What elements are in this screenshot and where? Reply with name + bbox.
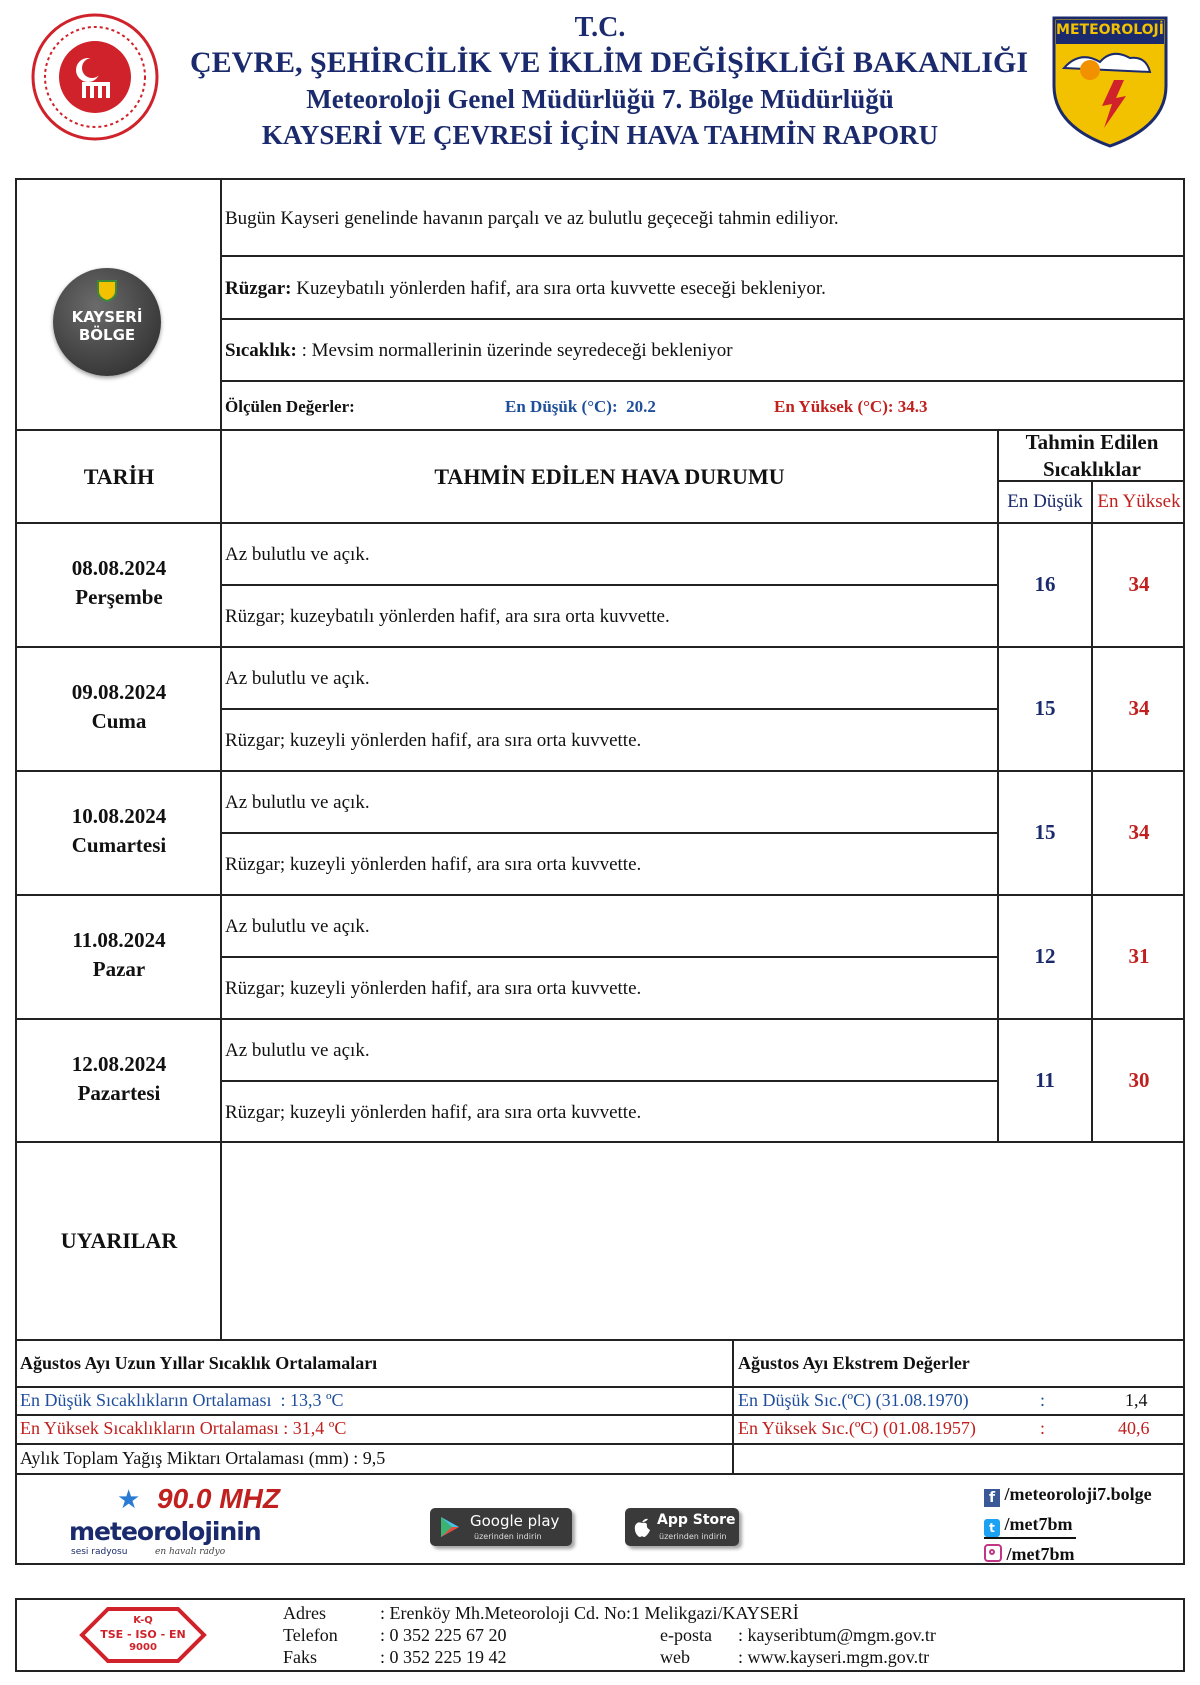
twitter-handle: /met7bm xyxy=(1004,1514,1073,1534)
email-label: e-posta xyxy=(660,1625,712,1645)
averages-title: Ağustos Ayı Uzun Yıllar Sıcaklık Ortalamaları xyxy=(20,1353,378,1373)
email-value[interactable]: : kayseribtum@mgm.gov.tr xyxy=(738,1625,936,1645)
measured-max-label: En Yüksek (°C): xyxy=(774,397,894,416)
divider xyxy=(220,584,997,586)
forecast-date: 10.08.2024 xyxy=(71,804,167,828)
forecast-weather: Az bulutlu ve açık. xyxy=(225,544,370,565)
ministry-seal-icon xyxy=(30,12,160,142)
forecast-weather: Az bulutlu ve açık. xyxy=(225,916,370,937)
summary-general: Bugün Kayseri genelinde havanın parçalı ve az bulutlu geçeceği tahmin ediliyor. xyxy=(225,208,839,229)
divider xyxy=(15,1386,1185,1388)
forecast-weather: Az bulutlu ve açık. xyxy=(225,668,370,689)
averages-max-label: En Yüksek Sıcaklıkların Ortalaması xyxy=(20,1418,279,1438)
divider xyxy=(997,429,999,1141)
region-badge-line2: BÖLGE xyxy=(78,326,136,344)
facebook-icon: f xyxy=(984,1489,1000,1507)
forecast-day: Cumartesi xyxy=(71,833,167,857)
warnings-label: UYARILAR xyxy=(60,1228,178,1253)
forecast-day: Perşembe xyxy=(75,585,163,609)
divider xyxy=(15,894,1185,896)
measured-max xyxy=(774,397,928,417)
header-ministry: ÇEVRE, ŞEHİRCİLİK VE İKLİM DEĞİŞİKLİĞİ BAKANLIĞI xyxy=(190,46,1028,79)
averages-min-value: : 13,3 ºC xyxy=(280,1390,344,1410)
forecast-date: 08.08.2024 xyxy=(71,556,167,580)
fax-label: Faks xyxy=(283,1647,318,1667)
divider xyxy=(15,1339,1185,1341)
extremes-max-label: En Yüksek Sıc.(ºC) (01.08.1957) xyxy=(738,1418,976,1438)
forecast-min-temp: 11 xyxy=(1035,1068,1055,1092)
google-play-title: Google play xyxy=(470,1512,560,1530)
divider xyxy=(220,1080,997,1082)
forecast-day: Cuma xyxy=(91,709,147,733)
tse-cert-line1: K-Q xyxy=(133,1615,153,1626)
radio-frequency: 90.0 MHZ xyxy=(157,1483,280,1514)
forecast-max-temp: 34 xyxy=(1128,820,1150,844)
summary-temp-label: Sıcaklık: xyxy=(225,340,297,361)
divider xyxy=(15,1018,1185,1020)
forecast-wind: Rüzgar; kuzeyli yönlerden hafif, ara sıra orta kuvvette. xyxy=(225,730,642,751)
divider xyxy=(15,1473,1185,1475)
divider xyxy=(220,708,997,710)
extremes-min-colon: : xyxy=(1040,1390,1046,1410)
extremes-max-value: 40,6 xyxy=(1118,1418,1150,1438)
tse-cert-line2: TSE - ISO - EN xyxy=(100,1628,186,1641)
address-value: : Erenköy Mh.Meteoroloji Cd. No:1 Melikgazi/KAYSERİ xyxy=(380,1603,799,1623)
forecast-date: 09.08.2024 xyxy=(71,680,167,704)
tse-cert-line3: 9000 xyxy=(129,1642,157,1653)
averages-rain: Aylık Toplam Yağış Miktarı Ortalaması (mm) : 9,5 xyxy=(20,1448,386,1468)
apple-icon xyxy=(633,1516,651,1543)
app-store-title: App Store xyxy=(657,1512,736,1528)
header-temps-line1: Tahmin Edilen xyxy=(1025,430,1159,454)
google-play-badge[interactable] xyxy=(430,1508,572,1546)
extremes-title: Ağustos Ayı Ekstrem Değerler xyxy=(738,1353,970,1373)
measured-min-label: En Düşük (°C): xyxy=(505,397,618,416)
summary-wind-text: Kuzeybatılı yönlerden hafif, ara sıra orta kuvvette eseceği bekleniyor. xyxy=(291,278,826,299)
app-store-sub: üzerinden indirin xyxy=(659,1532,727,1541)
meteoroloji-logo-icon xyxy=(1050,14,1170,150)
header-date: TARİH xyxy=(83,464,155,489)
radio-star-icon: ★ xyxy=(117,1485,141,1515)
divider xyxy=(220,956,997,958)
region-badge xyxy=(53,268,161,376)
web-value[interactable]: : www.kayseri.mgm.gov.tr xyxy=(738,1647,930,1667)
radio-sub2: en havalı radyo xyxy=(155,1547,226,1557)
header-forecast: TAHMİN EDİLEN HAVA DURUMU xyxy=(434,464,785,489)
forecast-max-temp: 30 xyxy=(1128,1068,1150,1092)
forecast-date: 12.08.2024 xyxy=(71,1052,167,1076)
averages-min xyxy=(20,1390,344,1411)
fax-value: : 0 352 225 19 42 xyxy=(380,1647,507,1667)
divider xyxy=(732,1339,734,1475)
instagram-icon xyxy=(984,1544,1002,1562)
divider xyxy=(220,380,1185,382)
forecast-wind: Rüzgar; kuzeyli yönlerden hafif, ara sıra orta kuvvette. xyxy=(225,1102,642,1123)
radio-brand: meteorolojinin xyxy=(69,1517,261,1546)
forecast-max-temp: 31 xyxy=(1128,944,1150,968)
extremes-min-value: 1,4 xyxy=(1125,1390,1148,1410)
divider xyxy=(220,832,997,834)
header-max: En Yüksek xyxy=(1097,491,1181,512)
divider xyxy=(220,178,222,1339)
extremes-min-label: En Düşük Sıc.(ºC) (31.08.1970) xyxy=(738,1390,969,1410)
averages-max xyxy=(20,1418,346,1439)
summary-wind xyxy=(225,278,826,300)
averages-min-label: En Düşük Sıcaklıkların Ortalaması xyxy=(20,1390,272,1410)
forecast-max-temp: 34 xyxy=(1128,572,1150,596)
divider xyxy=(15,1443,1185,1445)
web-label: web xyxy=(660,1647,690,1667)
region-badge-emblem-icon xyxy=(97,280,117,302)
averages-max-value: : 31,4 ºC xyxy=(283,1418,347,1438)
forecast-min-temp: 15 xyxy=(1034,696,1056,720)
forecast-wind: Rüzgar; kuzeyli yönlerden hafif, ara sıra orta kuvvette. xyxy=(225,854,642,875)
app-store-badge[interactable] xyxy=(625,1508,739,1546)
divider xyxy=(15,1414,1185,1416)
forecast-day: Pazar xyxy=(92,957,146,981)
google-play-icon xyxy=(440,1516,460,1543)
divider xyxy=(15,770,1185,772)
page-title: KAYSERİ VE ÇEVRESİ İÇİN HAVA TAHMİN RAPORU xyxy=(261,120,939,150)
extremes-max-colon: : xyxy=(1040,1418,1046,1438)
summary-wind-label: Rüzgar: xyxy=(225,278,292,299)
meteoroloji-logo-text: METEOROLOJİ xyxy=(1056,22,1164,38)
divider xyxy=(220,255,1185,257)
tse-cert-icon xyxy=(78,1605,208,1665)
divider xyxy=(220,318,1185,320)
phone-value: : 0 352 225 67 20 xyxy=(380,1625,507,1645)
header-min: En Düşük xyxy=(1007,491,1083,512)
forecast-day: Pazartesi xyxy=(77,1081,161,1105)
instagram-link[interactable] xyxy=(984,1544,1074,1565)
forecast-wind: Rüzgar; kuzeybatılı yönlerden hafif, ara sıra orta kuvvette. xyxy=(225,606,670,627)
header-directorate: Meteoroloji Genel Müdürlüğü 7. Bölge Müdürlüğü xyxy=(306,84,894,114)
forecast-max-temp: 34 xyxy=(1128,696,1150,720)
forecast-min-temp: 16 xyxy=(1034,572,1056,596)
header-temps-line2: Sıcaklıklar xyxy=(1042,457,1142,481)
forecast-wind: Rüzgar; kuzeyli yönlerden hafif, ara sıra orta kuvvette. xyxy=(225,978,642,999)
summary-temperature xyxy=(225,340,733,362)
measured-label: Ölçülen Değerler: xyxy=(225,397,355,416)
forecast-min-temp: 15 xyxy=(1034,820,1056,844)
header-line-tc: T.C. xyxy=(574,12,626,43)
radio-sub1: sesi radyosu xyxy=(71,1547,128,1557)
forecast-weather: Az bulutlu ve açık. xyxy=(225,1040,370,1061)
measured-min-value: 20.2 xyxy=(626,397,656,416)
radio-logo xyxy=(65,1483,285,1563)
forecast-min-temp: 12 xyxy=(1034,944,1056,968)
instagram-handle: /met7bm xyxy=(1006,1544,1075,1564)
forecast-weather: Az bulutlu ve açık. xyxy=(225,792,370,813)
measured-max-value: 34.3 xyxy=(897,397,928,416)
facebook-handle: /meteoroloji7.bolge xyxy=(1004,1484,1152,1504)
twitter-link[interactable] xyxy=(984,1514,1076,1539)
divider xyxy=(15,646,1185,648)
phone-label: Telefon xyxy=(283,1625,338,1645)
address-label: Adres xyxy=(283,1603,326,1623)
divider xyxy=(15,1141,1185,1143)
google-play-sub: üzerinden indirin xyxy=(474,1532,542,1541)
divider xyxy=(15,522,1185,524)
facebook-link[interactable] xyxy=(984,1484,1152,1507)
summary-temp-text: : Mevsim normallerinin üzerinde seyredeceği bekleniyor xyxy=(296,340,733,361)
measured-min xyxy=(505,397,656,417)
twitter-icon: t xyxy=(984,1519,1000,1537)
region-badge-line1: KAYSERİ xyxy=(71,308,143,326)
forecast-date: 11.08.2024 xyxy=(72,928,166,952)
